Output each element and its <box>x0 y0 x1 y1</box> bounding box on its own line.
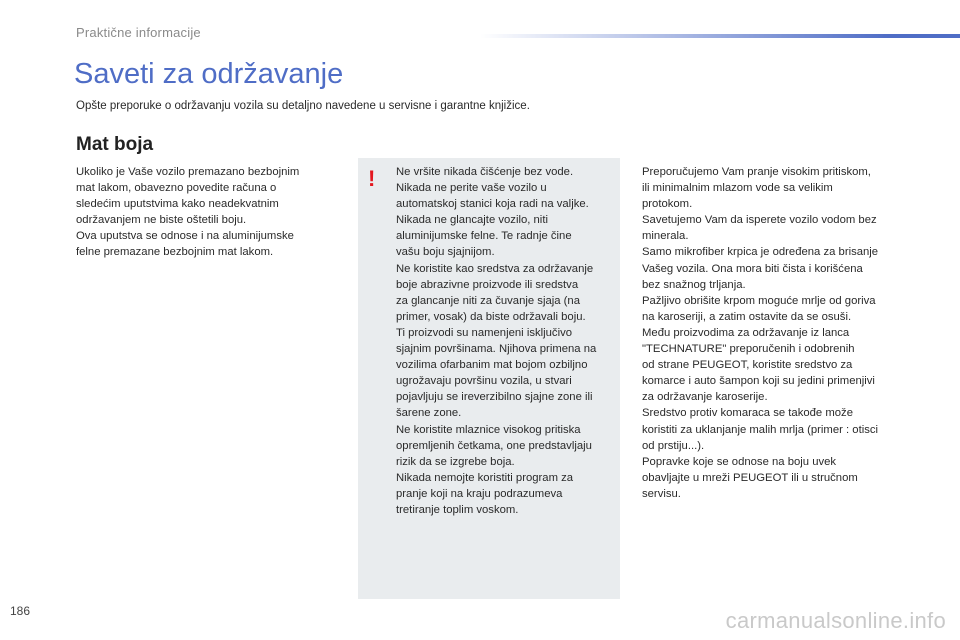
section-heading: Mat boja <box>76 134 154 155</box>
page-number: 186 <box>10 604 31 618</box>
header-accent-bar <box>480 34 960 38</box>
warning-text: Ne vršite nikada čišćenje bez vode. Nikada ne perite vaše vozilo u automatskoj stanici koja radi na valjke. Nikada ne glancajte vozilo, niti aluminijumske felne. Te radnje čine vašu boju sjajnijom. Ne koristite kao sredstva za održavanje boje abrazivne proizvode ili sredstva za glancanje niti za čuvanje sjaja (na primer, vosak) da biste održavali boju. Ti proizvodi su namenjeni isključivo sjajnim površinama. Njihova primena na vozilima ofarbanim mat bojom ozbiljno ugrožavaju površinu vozila, u stvari pojavljuju se ireverzibilno sjajne zone ili šarene zone. Ne koristite mlaznice visokog pritiska opremljenih četkama, one predstavljaju rizik da se izgrebe boja. Nikada nemojte koristiti program za pranje koji na kraju podrazumeva tretiranje toplim voskom. <box>396 166 597 516</box>
watermark: carmanualsonline.info <box>725 608 946 633</box>
header-section-title: Praktične informacije <box>76 25 201 40</box>
matte-paint-description: Ukoliko je Vaše vozilo premazano bezbojnim mat lakom, obavezno povedite računa o sledećim uputstvima kako neadekvatnim održavanjem ne biste oštetili boju. Ova uputstva se odnose i na aluminijumske felne premazane bezbojnim mat lakom. <box>76 166 300 259</box>
intro-text: Opšte preporuke o održavanju vozila su detaljno navedene u servisne i garantne knjižice. <box>76 100 530 112</box>
warning-exclamation-icon: ! <box>368 166 376 191</box>
page-title: Saveti za održavanje <box>74 58 344 90</box>
washing-recommendations: Preporučujemo Vam pranje visokim pritiskom, ili minimalnim mlazom vode sa velikim protokom. Savetujemo Vam da isperete vozilo vodom bez minerala. Samo mikrofiber krpica je određena za brisanje Vašeg vozila. Ona mora biti čista i korišćena bez snažnog trljanja. Pažljivo obrišite krpom moguće mrlje od goriva na karoseriji, a zatim ostavite da se osuši. Među proizvodima za održavanje iz lanca "TECHNATURE" preporučenih i odobrenih od strane PEUGEOT, koristite sredstvo za komarce i auto šampon koji su jedini primenjivi za održavanje karoserije. Sredstvo protiv komaraca se takođe može koristiti za uklanjanje malih mrlja (primer : otisci od prstiju...). Popravke koje se odnose na boju uvek obavljajte u mreži PEUGEOT ili u stručnom servisu. <box>642 166 879 500</box>
